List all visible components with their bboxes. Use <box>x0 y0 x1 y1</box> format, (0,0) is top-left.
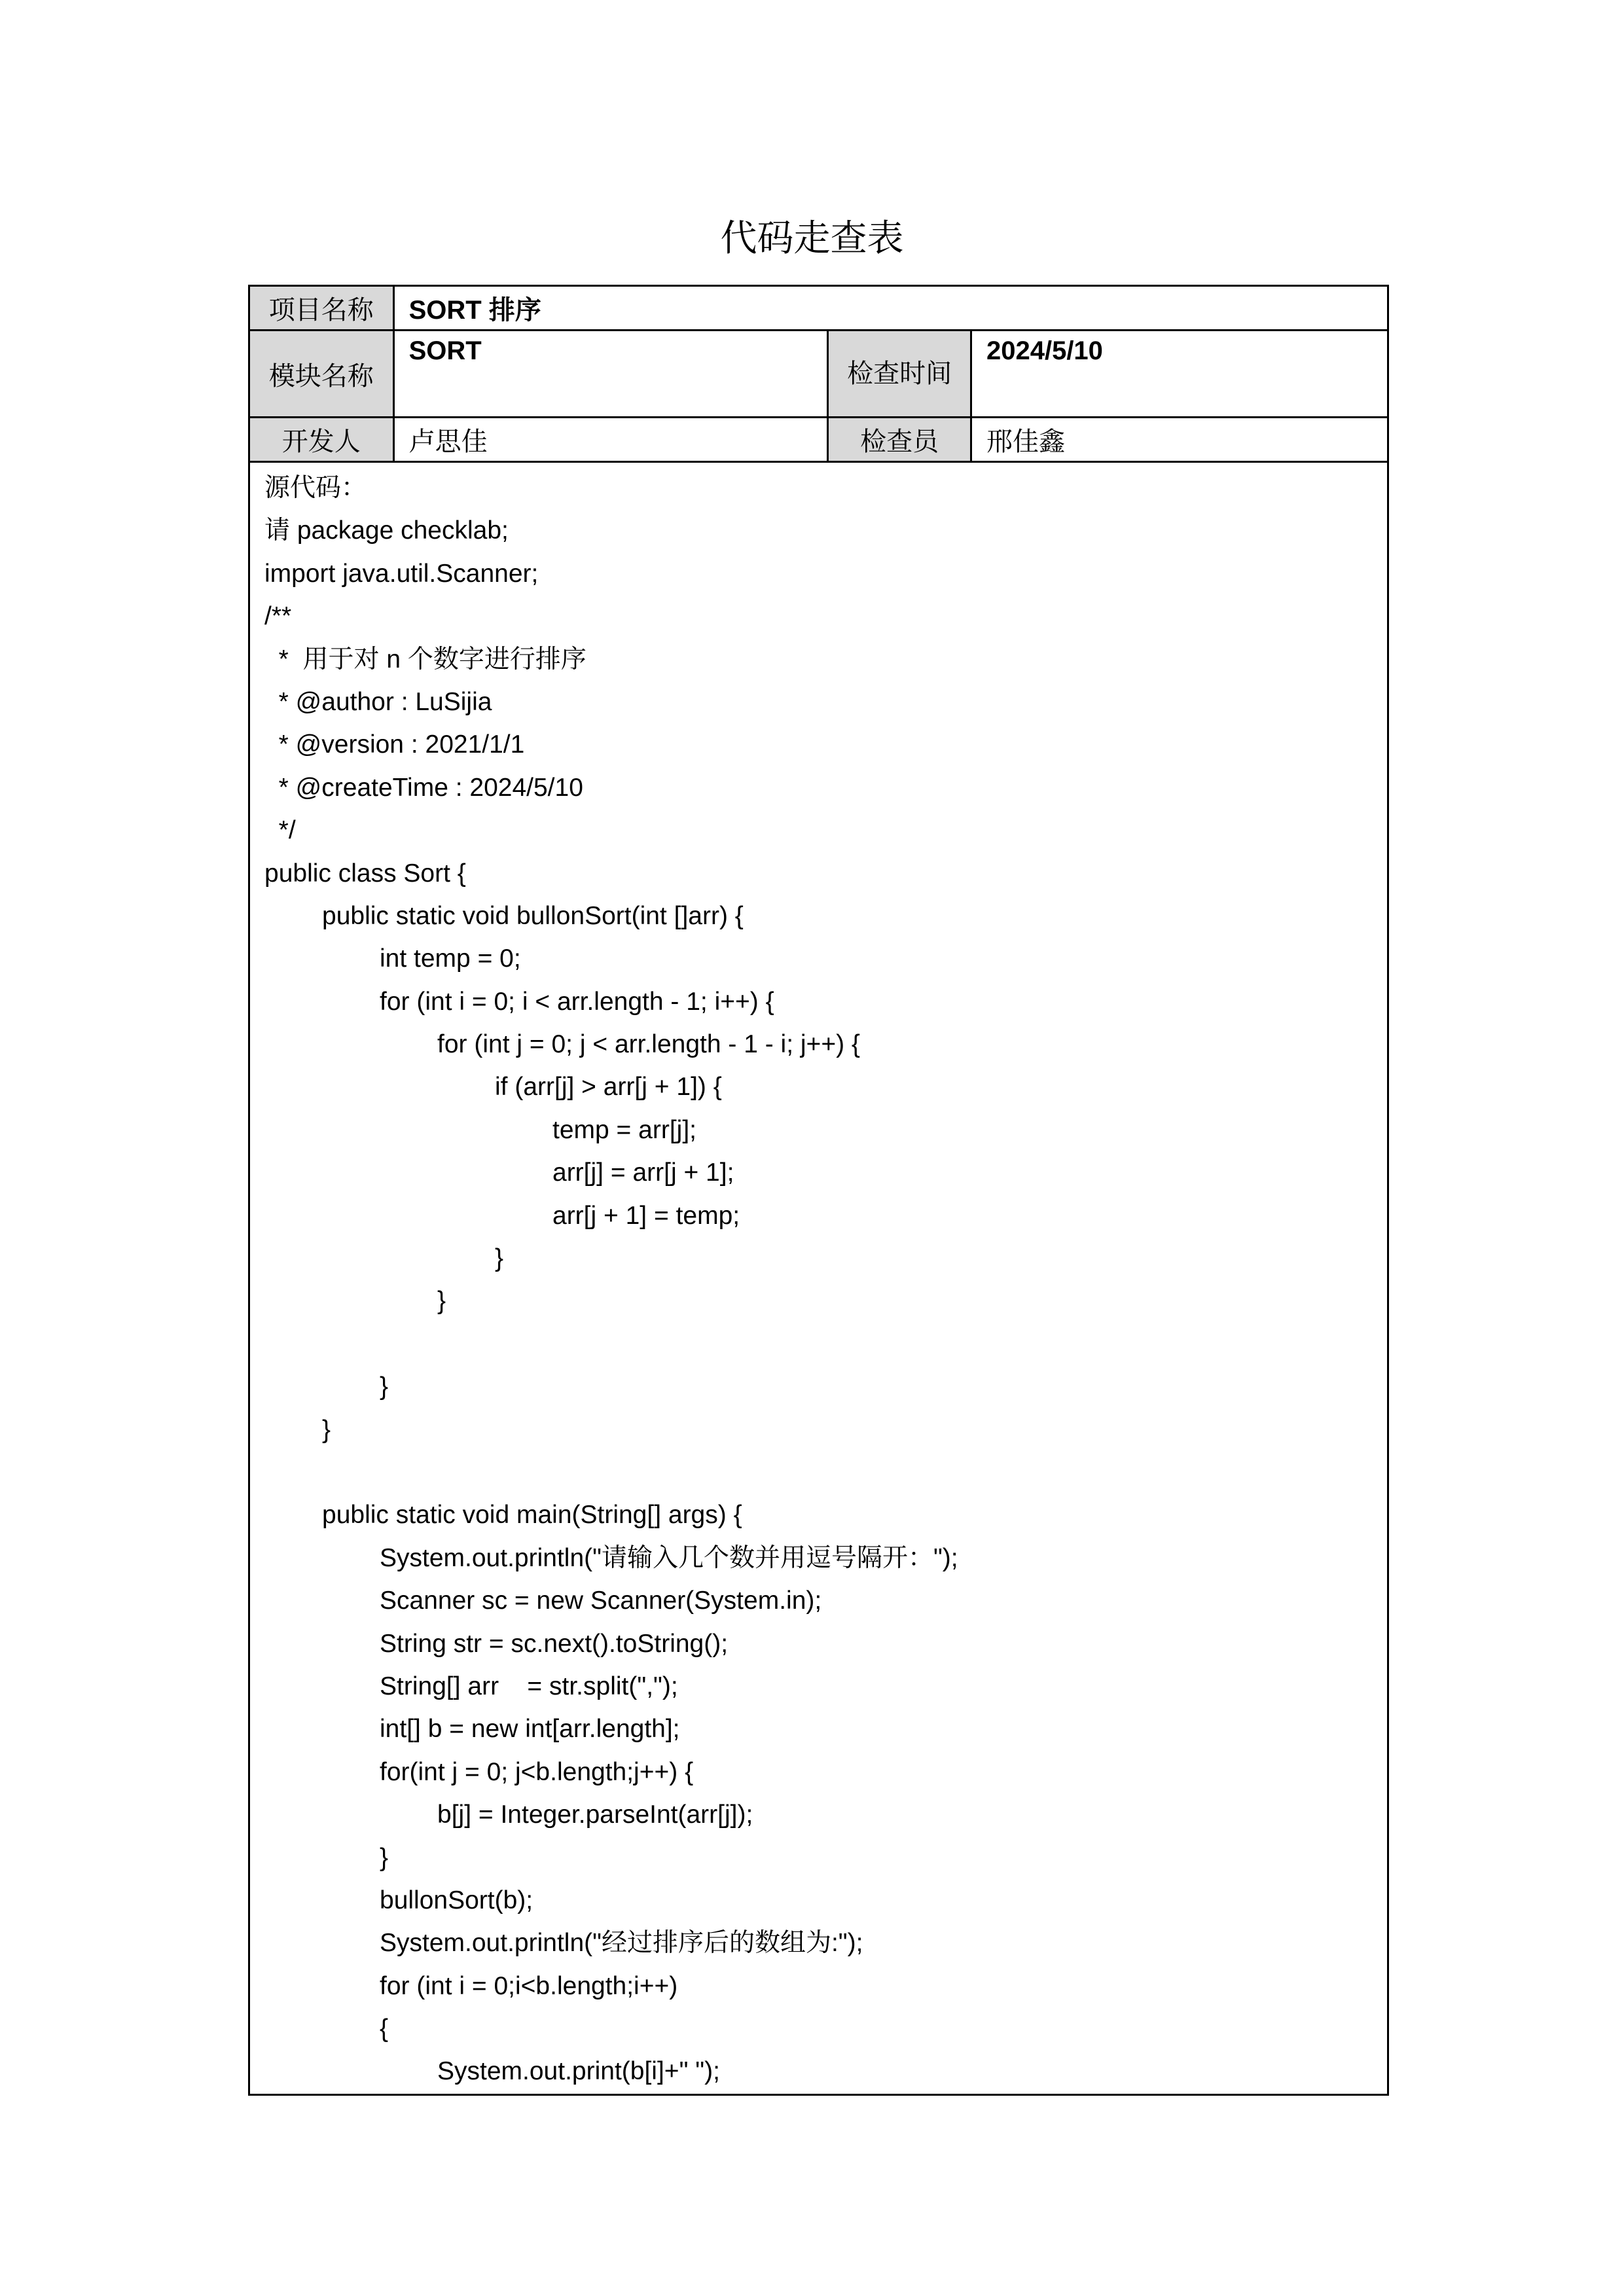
developer-value: 卢思佳 <box>393 418 828 462</box>
code-line: 请 package checklab; <box>264 516 509 545</box>
code-line: public static void main(String[] args) { <box>322 1501 742 1530</box>
code-line: */ <box>264 816 296 845</box>
code-line: temp = arr[j]; <box>552 1115 696 1144</box>
check-time-value: 2024/5/10 <box>971 331 1388 418</box>
check-time-label: 检查时间 <box>828 331 971 418</box>
code-line: * @author : LuSijia <box>264 687 492 716</box>
code-line <box>264 1451 1373 1494</box>
project-name-label: 项目名称 <box>249 286 394 331</box>
code-line: String str = sc.next().toString(); <box>380 1629 729 1658</box>
source-code-block <box>264 509 1373 2092</box>
code-line: b[j] = Integer.parseInt(arr[j]); <box>437 1801 753 1829</box>
code-line <box>264 1323 1373 1365</box>
source-code-cell <box>249 462 1388 2095</box>
code-line: arr[j] = arr[j + 1]; <box>552 1158 734 1187</box>
inspector-label: 检查员 <box>828 418 971 462</box>
code-line: String[] arr = str.split(","); <box>380 1672 678 1700</box>
code-line: Scanner sc = new Scanner(System.in); <box>380 1587 822 1615</box>
code-line: * @createTime : 2024/5/10 <box>264 773 583 802</box>
source-code-label: 源代码： <box>264 474 367 502</box>
code-line: int[] b = new int[arr.length]; <box>380 1715 680 1744</box>
code-line: System.out.println("经过排序后的数组为:"); <box>380 1929 863 1958</box>
code-line: } <box>380 1843 389 1872</box>
code-line: } <box>437 1287 446 1316</box>
code-line: int temp = 0; <box>380 944 521 973</box>
code-line: bullonSort(b); <box>380 1886 533 1914</box>
code-line: for (int j = 0; j < arr.length - 1 - i; j++) { <box>437 1030 860 1059</box>
code-line: System.out.println("请输入几个数并用逗号隔开："); <box>380 1543 958 1572</box>
code-line: for(int j = 0; j<b.length;j++) { <box>380 1757 694 1786</box>
code-line: for (int i = 0; i < arr.length - 1; i++) { <box>380 987 774 1016</box>
project-name-value: SORT 排序 <box>393 286 1388 331</box>
inspector-value: 邢佳鑫 <box>971 418 1388 462</box>
code-line: public class Sort { <box>264 859 466 888</box>
code-line: for (int i = 0;i<b.length;i++) <box>380 1971 678 2000</box>
module-name-value: SORT <box>393 331 828 418</box>
code-line: arr[j + 1] = temp; <box>552 1201 740 1230</box>
code-line: * @version : 2021/1/1 <box>264 730 525 759</box>
code-line: /** <box>264 602 292 631</box>
module-name-label: 模块名称 <box>249 331 394 418</box>
developer-label: 开发人 <box>249 418 394 462</box>
code-line: import java.util.Scanner; <box>264 559 539 588</box>
page-title: 代码走查表 <box>720 217 904 260</box>
code-line: if (arr[j] > arr[j + 1]) { <box>495 1073 722 1102</box>
code-line: public static void bullonSort(int []arr) { <box>322 901 744 930</box>
code-line: } <box>322 1415 331 1444</box>
code-review-table <box>248 285 1389 2096</box>
code-line: } <box>380 1372 389 1401</box>
code-line: * 用于对 n 个数字进行排序 <box>264 645 586 673</box>
code-line: } <box>495 1244 504 1273</box>
code-line: System.out.print(b[i]+" "); <box>437 2057 720 2086</box>
code-line: { <box>380 2015 389 2043</box>
